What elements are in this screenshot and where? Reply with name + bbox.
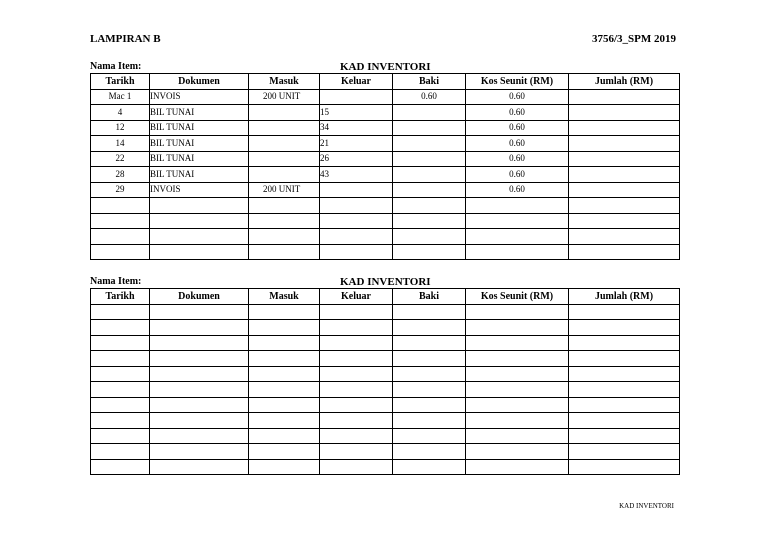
- cell-unit-cost: [466, 229, 569, 245]
- cell-in: 200 UNIT: [249, 89, 320, 105]
- cell-document: [150, 382, 249, 398]
- cell-unit-cost: [466, 244, 569, 260]
- table-row: [91, 304, 680, 320]
- cell-date: [91, 213, 150, 229]
- cell-unit-cost: 0.60: [466, 120, 569, 136]
- cell-balance: [393, 335, 466, 351]
- column-header-out: Keluar: [320, 289, 393, 305]
- cell-unit-cost: [466, 213, 569, 229]
- cell-date: 29: [91, 182, 150, 198]
- table-row: [91, 366, 680, 382]
- table-row: [91, 151, 680, 167]
- cell-balance: [393, 229, 466, 245]
- cell-date: [91, 351, 150, 367]
- table-row: [91, 459, 680, 475]
- cell-date: [91, 335, 150, 351]
- cell-out: [320, 459, 393, 475]
- column-header-balance: Baki: [393, 74, 466, 90]
- cell-date: [91, 320, 150, 336]
- cell-total: [569, 89, 680, 105]
- item-name-label: Nama Item:: [90, 61, 142, 72]
- cell-out: 43: [320, 167, 393, 183]
- cell-in: [249, 151, 320, 167]
- cell-total: [569, 151, 680, 167]
- cell-unit-cost: [466, 366, 569, 382]
- table-row: [91, 213, 680, 229]
- cell-in: [249, 320, 320, 336]
- cell-total: [569, 366, 680, 382]
- cell-in: [249, 459, 320, 475]
- cell-document: BIL TUNAI: [150, 105, 249, 121]
- cell-unit-cost: [466, 351, 569, 367]
- cell-total: [569, 229, 680, 245]
- cell-document: [150, 335, 249, 351]
- cell-date: 22: [91, 151, 150, 167]
- cell-out: [320, 413, 393, 429]
- table-row: [91, 335, 680, 351]
- table-header-row: [91, 74, 680, 90]
- cell-out: [320, 366, 393, 382]
- cell-date: [91, 198, 150, 214]
- cell-out: [320, 351, 393, 367]
- table-row: [91, 120, 680, 136]
- table-row: [91, 136, 680, 152]
- cell-total: [569, 397, 680, 413]
- cell-unit-cost: 0.60: [466, 182, 569, 198]
- table-row: [91, 413, 680, 429]
- table-row: [91, 182, 680, 198]
- cell-document: INVOIS: [150, 89, 249, 105]
- cell-balance: [393, 444, 466, 460]
- cell-unit-cost: [466, 459, 569, 475]
- table-row: [91, 244, 680, 260]
- cell-out: [320, 397, 393, 413]
- column-header-total: Jumlah (RM): [569, 289, 680, 305]
- cell-document: [150, 444, 249, 460]
- cell-date: Mac 1: [91, 89, 150, 105]
- table-row: [91, 167, 680, 183]
- cell-unit-cost: [466, 335, 569, 351]
- cell-balance: [393, 382, 466, 398]
- cell-out: 34: [320, 120, 393, 136]
- cell-document: [150, 397, 249, 413]
- cell-date: [91, 304, 150, 320]
- cell-document: [150, 198, 249, 214]
- cell-balance: [393, 105, 466, 121]
- cell-balance: [393, 351, 466, 367]
- inventory-card-caption: [90, 276, 679, 288]
- cell-total: [569, 105, 680, 121]
- cell-balance: [393, 413, 466, 429]
- cell-balance: 0.60: [393, 89, 466, 105]
- cell-unit-cost: 0.60: [466, 151, 569, 167]
- cell-date: 28: [91, 167, 150, 183]
- cell-balance: [393, 120, 466, 136]
- cell-date: 4: [91, 105, 150, 121]
- cell-in: [249, 167, 320, 183]
- table-row: [91, 397, 680, 413]
- cell-document: INVOIS: [150, 182, 249, 198]
- cell-in: [249, 335, 320, 351]
- cell-in: [249, 229, 320, 245]
- appendix-label: LAMPIRAN B: [90, 33, 161, 45]
- cell-total: [569, 320, 680, 336]
- table-row: [91, 198, 680, 214]
- cell-balance: [393, 397, 466, 413]
- cell-document: [150, 351, 249, 367]
- cell-out: [320, 213, 393, 229]
- cell-unit-cost: 0.60: [466, 89, 569, 105]
- cell-total: [569, 136, 680, 152]
- table-row: [91, 229, 680, 245]
- cell-in: [249, 198, 320, 214]
- cell-balance: [393, 213, 466, 229]
- table-row: [91, 382, 680, 398]
- table-row: [91, 105, 680, 121]
- cell-total: [569, 213, 680, 229]
- inventory-card-title: KAD INVENTORI: [340, 276, 431, 288]
- footer-label: KAD INVENTORI: [619, 502, 674, 510]
- cell-balance: [393, 182, 466, 198]
- item-name-label: Nama Item:: [90, 276, 142, 287]
- cell-document: [150, 459, 249, 475]
- cell-in: [249, 244, 320, 260]
- column-header-in: Masuk: [249, 289, 320, 305]
- table-row: [91, 320, 680, 336]
- column-header-unit-cost: Kos Seunit (RM): [466, 74, 569, 90]
- cell-balance: [393, 198, 466, 214]
- cell-document: BIL TUNAI: [150, 151, 249, 167]
- table-row: [91, 428, 680, 444]
- cell-document: [150, 366, 249, 382]
- cell-document: [150, 304, 249, 320]
- cell-total: [569, 459, 680, 475]
- column-header-balance: Baki: [393, 289, 466, 305]
- cell-document: BIL TUNAI: [150, 167, 249, 183]
- cell-out: [320, 382, 393, 398]
- cell-in: [249, 444, 320, 460]
- table-header-row: [91, 289, 680, 305]
- cell-date: [91, 229, 150, 245]
- column-header-in: Masuk: [249, 74, 320, 90]
- cell-date: [91, 413, 150, 429]
- table-row: [91, 89, 680, 105]
- cell-out: [320, 182, 393, 198]
- cell-in: [249, 351, 320, 367]
- cell-total: [569, 304, 680, 320]
- cell-unit-cost: [466, 413, 569, 429]
- cell-document: [150, 428, 249, 444]
- cell-unit-cost: [466, 397, 569, 413]
- cell-unit-cost: [466, 198, 569, 214]
- cell-total: [569, 428, 680, 444]
- cell-document: [150, 320, 249, 336]
- cell-date: [91, 366, 150, 382]
- column-header-document: Dokumen: [150, 74, 249, 90]
- cell-unit-cost: [466, 320, 569, 336]
- cell-document: BIL TUNAI: [150, 120, 249, 136]
- cell-total: [569, 120, 680, 136]
- cell-out: [320, 335, 393, 351]
- inventory-card-title: KAD INVENTORI: [340, 61, 431, 73]
- cell-in: [249, 105, 320, 121]
- cell-unit-cost: [466, 428, 569, 444]
- cell-date: [91, 428, 150, 444]
- column-header-out: Keluar: [320, 74, 393, 90]
- inventory-card-2: [90, 276, 679, 475]
- cell-document: BIL TUNAI: [150, 136, 249, 152]
- cell-total: [569, 182, 680, 198]
- cell-unit-cost: [466, 382, 569, 398]
- cell-balance: [393, 167, 466, 183]
- cell-out: 21: [320, 136, 393, 152]
- cell-total: [569, 444, 680, 460]
- column-header-document: Dokumen: [150, 289, 249, 305]
- cell-total: [569, 382, 680, 398]
- cell-out: 15: [320, 105, 393, 121]
- cell-out: [320, 320, 393, 336]
- cell-date: [91, 397, 150, 413]
- cell-balance: [393, 136, 466, 152]
- cell-date: 12: [91, 120, 150, 136]
- cell-out: [320, 304, 393, 320]
- cell-date: [91, 382, 150, 398]
- cell-in: [249, 382, 320, 398]
- cell-total: [569, 335, 680, 351]
- cell-balance: [393, 151, 466, 167]
- cell-balance: [393, 366, 466, 382]
- cell-in: [249, 136, 320, 152]
- column-header-date: Tarikh: [91, 74, 150, 90]
- cell-document: [150, 413, 249, 429]
- table-row: [91, 351, 680, 367]
- column-header-unit-cost: Kos Seunit (RM): [466, 289, 569, 305]
- cell-in: [249, 213, 320, 229]
- cell-in: [249, 413, 320, 429]
- inventory-card-1: [90, 61, 679, 260]
- cell-total: [569, 351, 680, 367]
- cell-unit-cost: 0.60: [466, 136, 569, 152]
- cell-total: [569, 244, 680, 260]
- inventory-table: [90, 73, 680, 260]
- cell-in: [249, 397, 320, 413]
- cell-total: [569, 167, 680, 183]
- cell-total: [569, 198, 680, 214]
- cell-balance: [393, 244, 466, 260]
- inventory-card-caption: [90, 61, 679, 73]
- cell-in: [249, 428, 320, 444]
- cell-in: [249, 120, 320, 136]
- cell-unit-cost: [466, 304, 569, 320]
- cell-date: [91, 459, 150, 475]
- cell-in: 200 UNIT: [249, 182, 320, 198]
- cell-document: [150, 244, 249, 260]
- cell-out: [320, 89, 393, 105]
- cell-balance: [393, 304, 466, 320]
- cell-document: [150, 229, 249, 245]
- column-header-total: Jumlah (RM): [569, 74, 680, 90]
- cell-balance: [393, 459, 466, 475]
- inventory-table: [90, 288, 680, 475]
- cell-unit-cost: [466, 444, 569, 460]
- cell-out: [320, 198, 393, 214]
- cell-date: [91, 444, 150, 460]
- cell-out: [320, 428, 393, 444]
- cell-out: 26: [320, 151, 393, 167]
- table-row: [91, 444, 680, 460]
- cell-document: [150, 213, 249, 229]
- cell-balance: [393, 320, 466, 336]
- cell-date: [91, 244, 150, 260]
- cell-in: [249, 304, 320, 320]
- cell-date: 14: [91, 136, 150, 152]
- cell-out: [320, 244, 393, 260]
- cell-unit-cost: 0.60: [466, 167, 569, 183]
- cell-total: [569, 413, 680, 429]
- cell-out: [320, 444, 393, 460]
- cell-unit-cost: 0.60: [466, 105, 569, 121]
- cell-in: [249, 366, 320, 382]
- paper-code: 3756/3_SPM 2019: [591, 33, 676, 45]
- cell-out: [320, 229, 393, 245]
- cell-balance: [393, 428, 466, 444]
- column-header-date: Tarikh: [91, 289, 150, 305]
